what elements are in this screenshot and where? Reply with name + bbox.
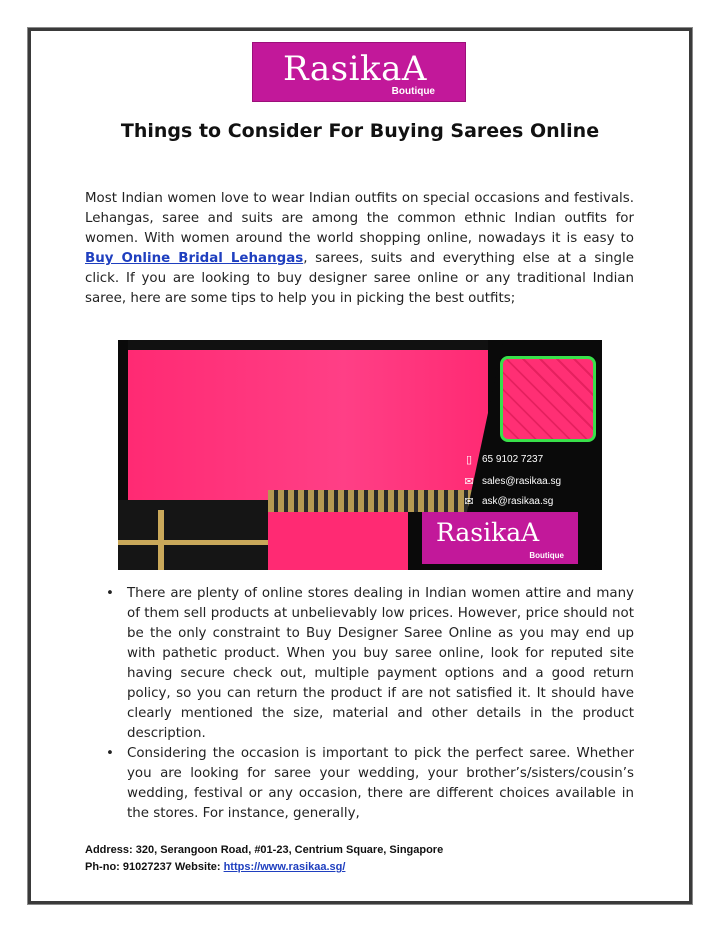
logo-subtitle: Boutique bbox=[391, 86, 435, 97]
footer-address: Address: 320, Serangoon Road, #01-23, Centrium Square, Singapore bbox=[85, 844, 444, 856]
mail-icon: ✉ bbox=[464, 475, 474, 488]
zari-border-band bbox=[268, 490, 488, 512]
brand-logo bbox=[252, 42, 466, 102]
page-title: Things to Consider For Buying Sarees Online bbox=[120, 120, 600, 142]
list-item-text: There are plenty of online stores dealing in Indian women attire and many of them sell products at unbelievably low prices. However, price should not be the only constraint to Buy Designer Saree Online as you may end up with pathetic product. When you buy saree online, look for reputed site having secure check out, multiple payment options and a good return policy, so you can return the product if are not satisfied it. It should have clearly mentioned the size, material and other details in the product description. bbox=[127, 586, 634, 741]
contact-phone bbox=[462, 454, 543, 465]
list-item bbox=[85, 584, 634, 744]
hero-image bbox=[118, 340, 602, 570]
contact-email-ask-text: ask@rasikaa.sg bbox=[482, 496, 554, 507]
saree-border-top bbox=[128, 340, 488, 350]
bullet-icon: • bbox=[106, 746, 114, 761]
logo-name: RasikaA bbox=[283, 49, 427, 89]
gold-stripe bbox=[118, 540, 268, 545]
fabric-closeup-inset bbox=[500, 356, 596, 442]
phone-icon: ▯ bbox=[465, 453, 473, 466]
hero-logo-subtitle: Boutique bbox=[529, 551, 564, 560]
contact-email-ask bbox=[462, 496, 553, 507]
contact-phone-text: 65 9102 7237 bbox=[482, 454, 544, 465]
bridal-lehangas-link[interactable]: Buy Online Bridal Lehangas bbox=[85, 251, 304, 266]
intro-text-start: Most Indian women love to wear Indian outfits on special occasions and festivals. Lehangas, saree and suits are among the common ethnic Indian outfits for women. With women around the world shopping online, nowadays it is easy to bbox=[85, 191, 634, 246]
contact-email-sales-text: sales@rasikaa.sg bbox=[482, 476, 562, 487]
saree-black-fabric bbox=[118, 500, 268, 570]
footer-phone: Ph-no: 91027237 Website: bbox=[85, 861, 224, 873]
saree-pink-fabric bbox=[128, 350, 488, 500]
hero-logo-name: RasikaA bbox=[436, 518, 540, 547]
hero-logo bbox=[422, 512, 578, 564]
saree-pink-pallu bbox=[268, 512, 408, 570]
mail-icon: ✉ bbox=[464, 495, 474, 508]
intro-paragraph bbox=[85, 189, 634, 309]
tips-list bbox=[85, 584, 634, 824]
list-item-text: Considering the occasion is important to pick the perfect saree. Whether you are looking for saree your wedding, your brother’s/sisters/cousin’s wedding, festival or any occasion, there are different choices available in the stores. For instance, generally, bbox=[127, 746, 634, 821]
footer-contact bbox=[85, 859, 645, 876]
bullet-icon: • bbox=[106, 586, 114, 601]
list-item bbox=[85, 744, 634, 824]
website-link[interactable]: https://www.rasikaa.sg/ bbox=[223, 861, 346, 873]
page-footer bbox=[85, 842, 645, 876]
intro-text-end: , sarees, suits and everything else at a single click. If you are looking to buy designer saree online or any traditional Indian saree, here are some tips to help you in picking the best outfits; bbox=[85, 251, 634, 306]
contact-email-sales bbox=[462, 476, 561, 487]
